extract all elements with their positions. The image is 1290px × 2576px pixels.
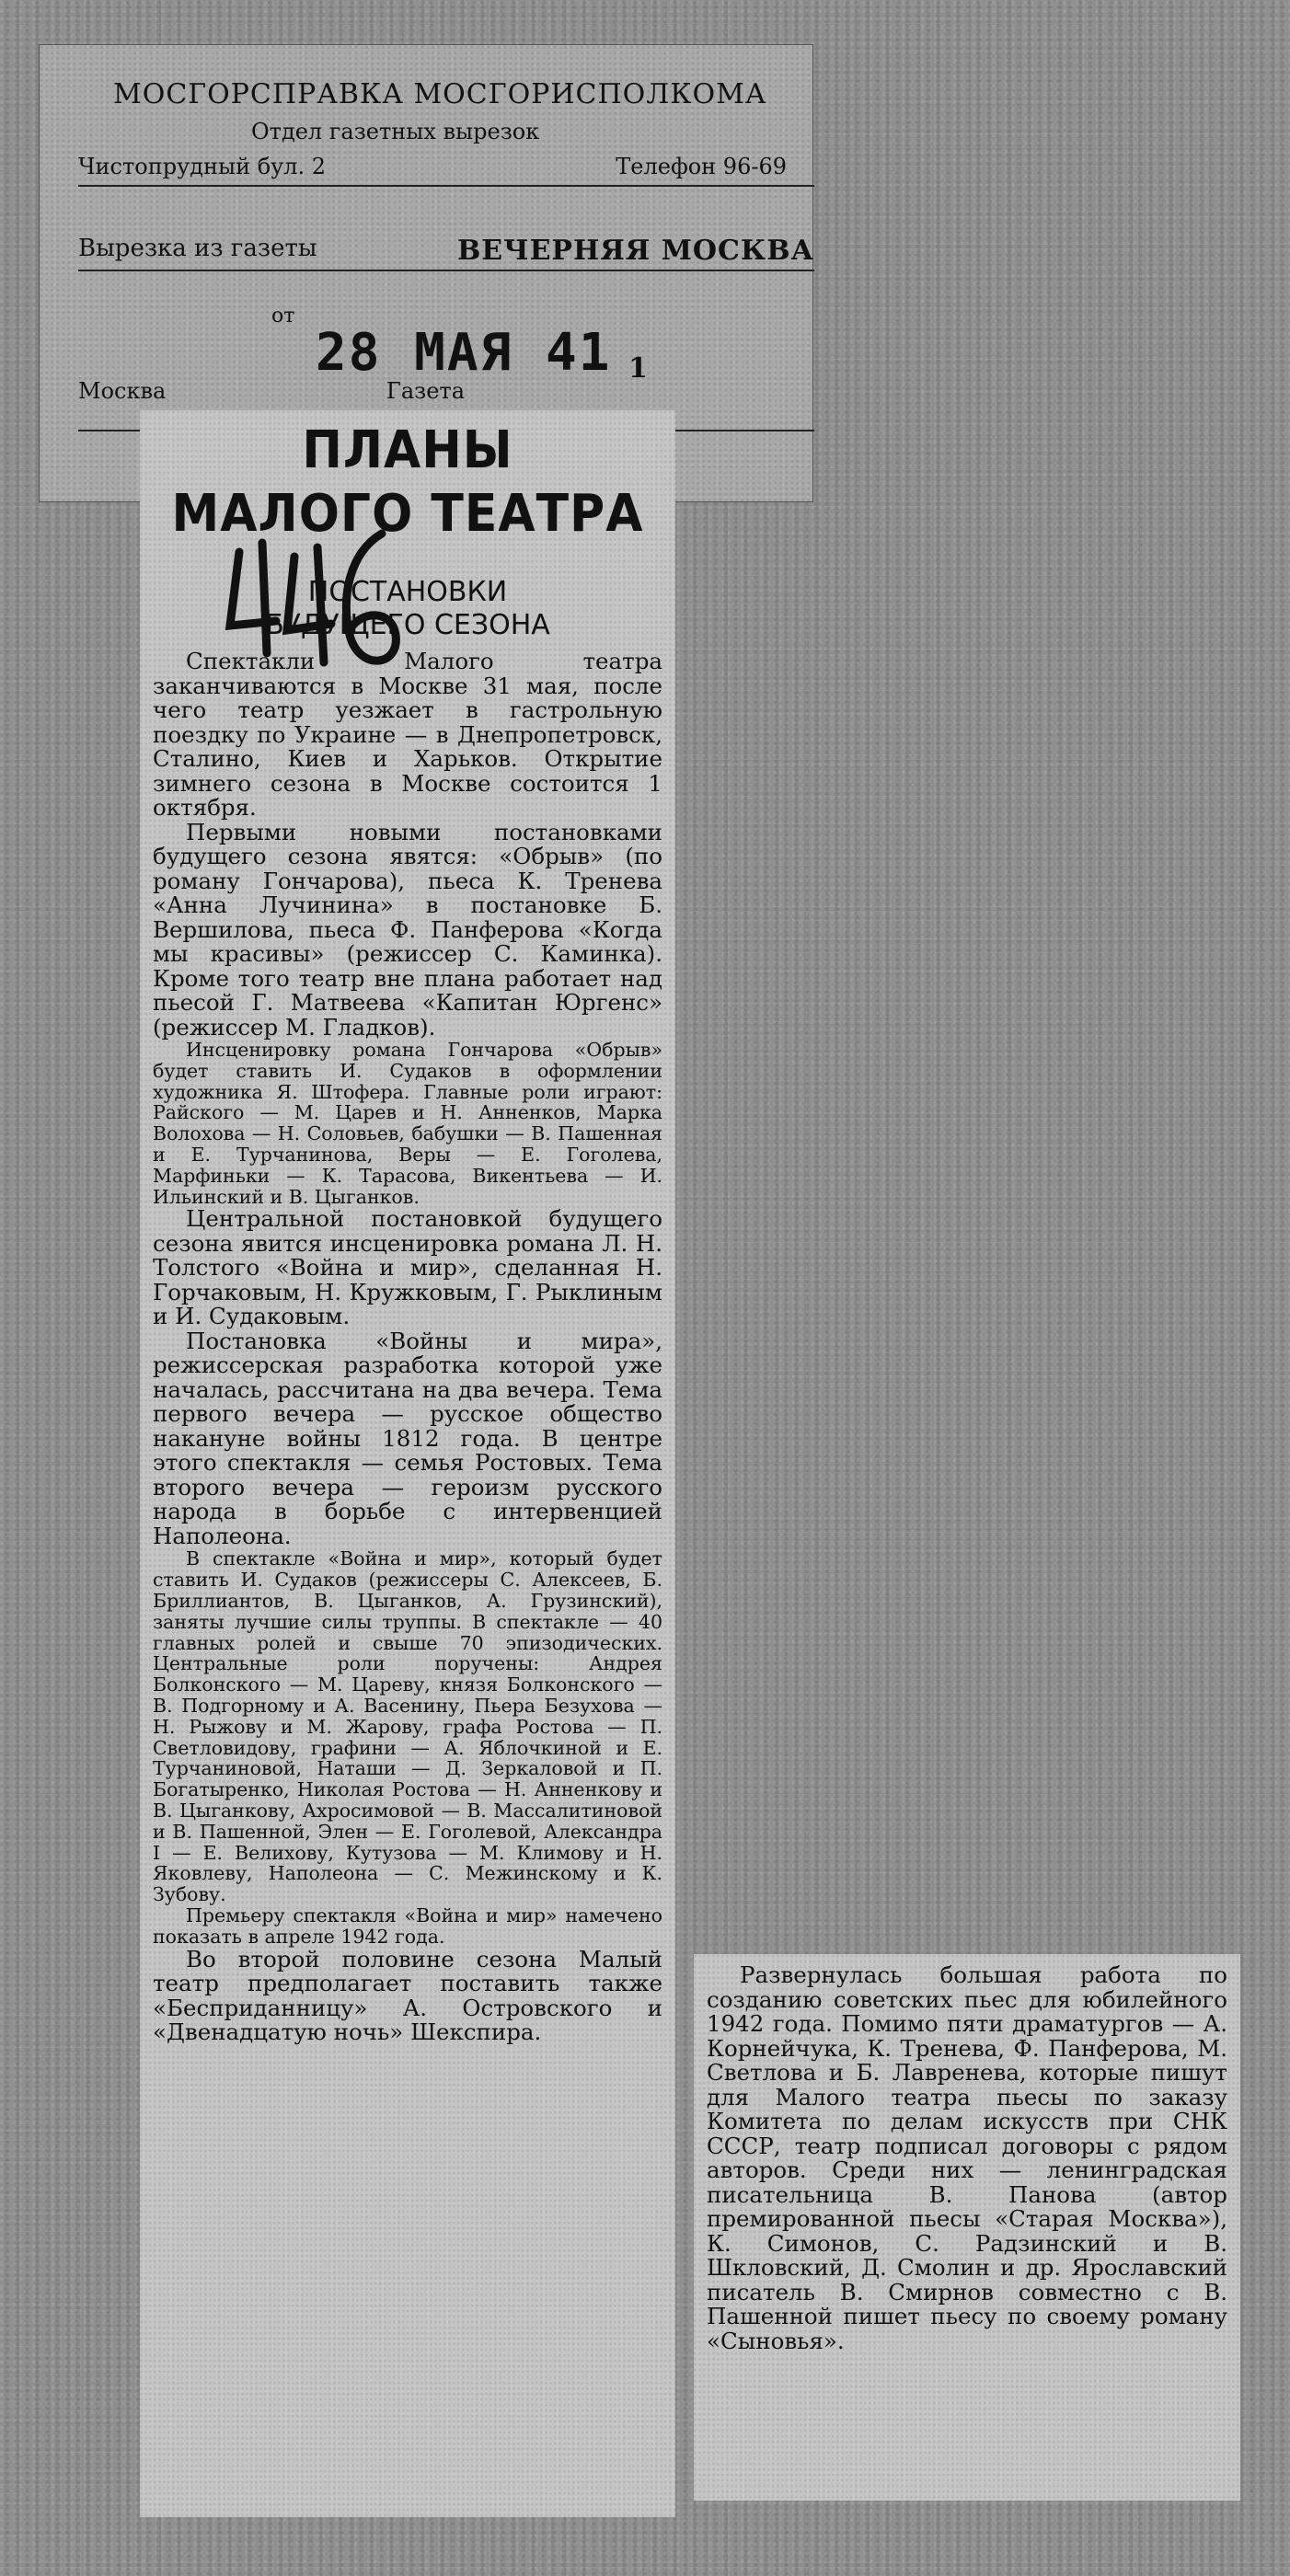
stamp-date: 28 МАЯ 41 [316, 323, 612, 383]
article-paragraph: Во второй половине сезона Малый театр предполагает поставить также «Бесприданницу» А. Островского и «Двенадцатую ночь» Шекспира. [153, 1945, 662, 2046]
stamp-rule [78, 270, 814, 271]
stamp-paper: ВЕЧЕРНЯЯ МОСКВА [456, 235, 814, 267]
article-paragraph: Первыми новыми постановками будущего сезона явятся: «Обрыв» (по роману Гончарова), пьеса К. Тренева «Анна Лучинина» в постановке Б. Вершилова, пьеса Ф. Панферова «Когда мы красивы» (режиссер С. Каминка). Кроме того театр вне плана работает над пьесой Г. Матвеева «Капитан Юргенс» (режиссер М. Гладков). [153, 818, 662, 1041]
headline-line: ПЛАНЫ [302, 420, 513, 480]
article-paragraph: Спектакли Малого театра заканчиваются в Москве 31 мая, после чего театр уезжает в гастрольную поездку по Украине — в Днепропетровск, Сталино, Киев и Харьков. Открытие зимнего сезона в Москве состоится 1 октября. [153, 648, 662, 821]
stamp-contacts [78, 154, 787, 179]
stamp-org: МОСГОРСПРАВКА МОСГОРИСПОЛКОМА [113, 78, 767, 110]
stamp-number: 1 [628, 352, 648, 385]
article-paragraph: Постановка «Войны и мира», режиссерская разработка которой уже началась, рассчитана на два вечера. Тема первого вечера — русское общество накануне войны 1812 года. В центре этого спектакля — семья Ростовых. Тема второго вечера — героизм русского народа в борьбе с интервенцией Наполеона. [153, 1327, 662, 1549]
subhead-line: ПОСТАНОВКИ [307, 576, 508, 608]
article-column-left [140, 410, 675, 2517]
article-paragraph: Центральной постановкой будущего сезона явится инсценировка романа Л. Н. Толстого «Война и мир», сделанная Н. Горчаковым, Н. Кружковым, Г. Рыклиным и И. Судаковым. [153, 1205, 662, 1330]
article-paragraph: В спектакле «Война и мир», который будет ставить И. Судаков (режиссеры С. Алексеев, Б. Бриллиантов, В. Цыганков, А. Грузинский), заняты лучшие силы труппы. В спектакле — 40 главных ролей и свыше 70 эпизодических. Центральные роли поручены: Андрея Болконского — М. Цареву, князя Болконского — В. Подгорному и А. Васенину, Пьера Безухова — Н. Рыжову и М. Жарову, графа Ростова — П. Светловидову, графини — А. Яблочкиной и Е. Турчаниновой, Наташи — Д. Зеркаловой и П. Богатыренко, Николая Ростова — Н. Анненкову и В. Цыганкову, Ахросимовой — В. Массалитиновой и В. Пашенной, Элен — Е. Гоголевой, Александра I — Е. Велихову, Кутузова — М. Климову и Н. Яковлеву, Наполеона — С. Межинскому и К. Зубову. [153, 1547, 662, 1906]
subhead-line: БУДУЩЕГО СЕЗОНА [265, 609, 550, 641]
stamp-clip-label: Вырезка из газеты [78, 235, 317, 262]
stamp-city: Москва [78, 378, 167, 404]
article-column-right [694, 1954, 1240, 2501]
article-paragraph: Премьеру спектакля «Война и мир» намечено показать в апреле 1942 года. [153, 1903, 662, 1948]
article-headline [140, 419, 675, 546]
stamp-clip-line [78, 235, 814, 267]
stamp-gazeta: Газета [386, 378, 465, 404]
stamp-city-line [78, 378, 465, 404]
stamp-dept: Отдел газетных вырезок [251, 119, 540, 144]
article-paragraph: Инсценировку романа Гончарова «Обрыв» будет ставить И. Судаков в оформлении художника Я. Штофера. Главные роли играют: Райского — М. Царев и Н. Анненков, Марка Волохова — Н. Соловьев, бабушки — В. Пашенная и Е. Турчанинова, Веры — Е. Гоголева, Марфиньки — К. Тарасова, Викентьева — И. Ильинский и В. Цыганков. [153, 1039, 662, 1208]
stamp-phone: Телефон 96-69 [616, 154, 787, 179]
stamp-address: Чистопрудный бул. 2 [78, 154, 327, 179]
stamp-ot: от [271, 305, 295, 328]
headline-line: МАЛОГО ТЕАТРА [171, 484, 644, 544]
stamp-rule [78, 185, 814, 187]
article-subhead [140, 576, 675, 642]
article-paragraph: Развернулась большая работа по созданию советских пьес для юбилейного 1942 года. Помимо пяти драматургов — А. Корнейчука, К. Тренева, Ф. Панферова, М. Светлова и Б. Лавренева, которые пишут для Малого театра пьесы по заказу Комитета по делам искусств при СНК СССР, театр подписал договоры с рядом авторов. Среди них — ленинградская писательница В. Панова (автор премированной пьесы «Старая Москва»), К. Симонов, С. Радзинский и В. Шкловский, Д. Смолин и др. Ярославский писатель В. Смирнов совместно с В. Пашенной пишет пьесу по своему роману «Сыновья». [707, 1961, 1227, 2354]
